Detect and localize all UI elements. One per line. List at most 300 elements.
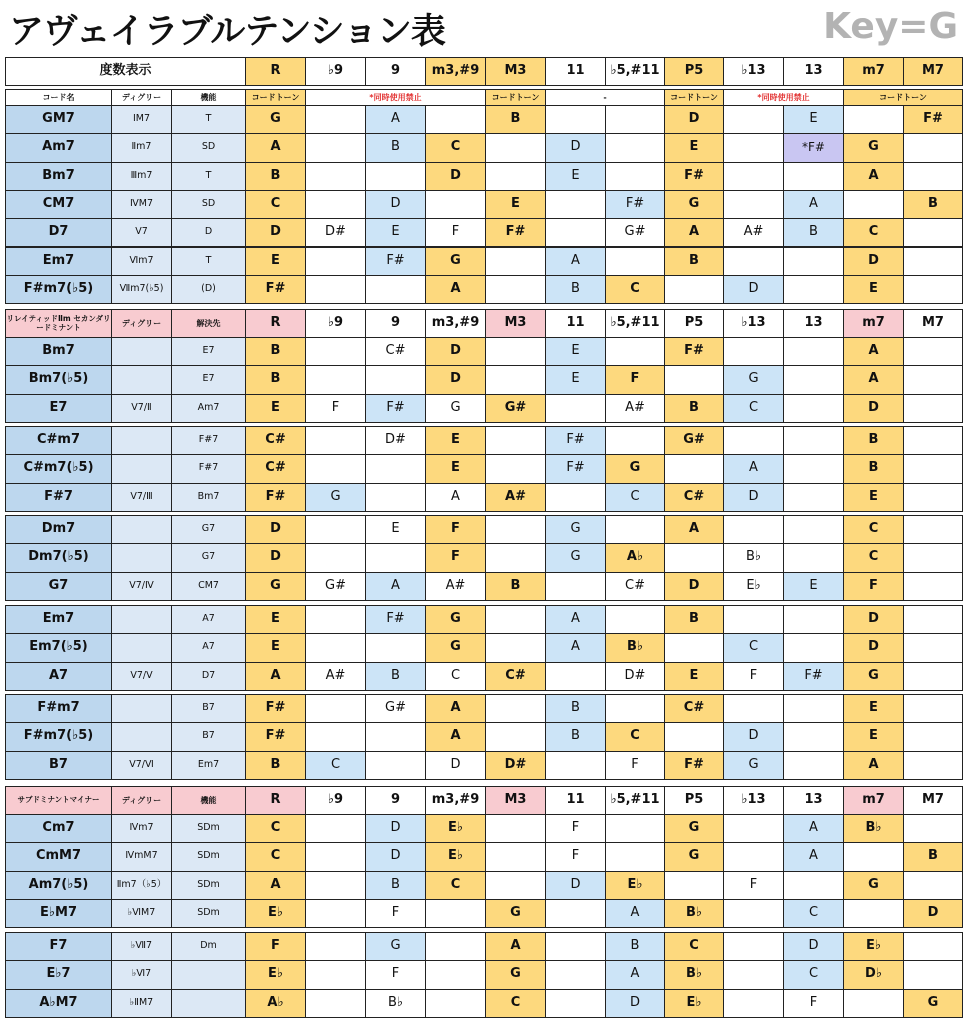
note-cell: G bbox=[245, 572, 306, 601]
note-cell bbox=[605, 162, 665, 191]
note-cell bbox=[723, 899, 784, 928]
degree-header-2: 9 bbox=[365, 57, 426, 86]
note-cell bbox=[723, 105, 784, 134]
note-cell bbox=[365, 483, 426, 512]
degree-cell: Ⅶm7(♭5) bbox=[111, 275, 172, 304]
note-cell: G bbox=[664, 842, 724, 871]
note-cell: E♭ bbox=[723, 572, 784, 601]
note-cell bbox=[305, 515, 366, 544]
note-cell: F# bbox=[245, 483, 306, 512]
note-cell: D bbox=[365, 814, 426, 843]
note-cell: G bbox=[843, 133, 904, 162]
note-cell: A bbox=[245, 871, 306, 900]
note-cell: B♭ bbox=[605, 633, 665, 662]
note-cell: C bbox=[425, 133, 486, 162]
note-cell: A bbox=[365, 572, 426, 601]
note-cell bbox=[365, 633, 426, 662]
note-cell: G bbox=[545, 543, 606, 572]
note-cell bbox=[723, 190, 784, 219]
section-header-label-1: ディグリー bbox=[111, 786, 172, 815]
note-cell: C# bbox=[485, 662, 546, 691]
note-cell bbox=[605, 247, 665, 276]
note-cell: A# bbox=[723, 218, 784, 247]
note-cell: E bbox=[545, 365, 606, 394]
note-cell: F# bbox=[245, 694, 306, 723]
note-cell bbox=[903, 814, 963, 843]
note-cell bbox=[605, 426, 665, 455]
section-header-col-7: P5 bbox=[664, 786, 724, 815]
note-cell: D bbox=[245, 543, 306, 572]
function-cell: Bm7 bbox=[171, 483, 246, 512]
note-cell: E bbox=[365, 218, 426, 247]
note-cell bbox=[485, 247, 546, 276]
note-cell bbox=[664, 454, 724, 483]
note-cell: E bbox=[843, 483, 904, 512]
note-cell: D# bbox=[605, 662, 665, 691]
note-cell: B bbox=[245, 365, 306, 394]
note-cell: A bbox=[605, 960, 665, 989]
note-cell: *F# bbox=[783, 133, 844, 162]
note-cell: F bbox=[365, 899, 426, 928]
chord-name: F#m7(♭5) bbox=[5, 275, 112, 304]
note-cell: D bbox=[903, 899, 963, 928]
note-cell bbox=[903, 133, 963, 162]
note-cell bbox=[783, 483, 844, 512]
note-cell bbox=[723, 960, 784, 989]
note-cell: D bbox=[245, 515, 306, 544]
note-cell bbox=[545, 394, 606, 423]
note-cell bbox=[783, 247, 844, 276]
note-cell: F bbox=[425, 543, 486, 572]
note-cell: G bbox=[664, 814, 724, 843]
note-cell: E bbox=[843, 694, 904, 723]
note-cell: F bbox=[843, 572, 904, 601]
note-cell bbox=[545, 989, 606, 1018]
note-cell bbox=[305, 105, 366, 134]
note-cell: F bbox=[305, 394, 366, 423]
chord-name: Em7 bbox=[5, 605, 112, 634]
note-cell: C bbox=[605, 483, 665, 512]
note-cell: G bbox=[843, 871, 904, 900]
note-cell: D bbox=[425, 365, 486, 394]
note-cell: D# bbox=[305, 218, 366, 247]
note-cell: E bbox=[365, 515, 426, 544]
degree-header-8: ♭13 bbox=[723, 57, 784, 86]
note-cell bbox=[605, 605, 665, 634]
function-cell: SDm bbox=[171, 899, 246, 928]
note-cell: B♭ bbox=[723, 543, 784, 572]
function-cell: A7 bbox=[171, 605, 246, 634]
note-cell: G# bbox=[605, 218, 665, 247]
note-cell bbox=[545, 932, 606, 961]
degree-cell bbox=[111, 722, 172, 751]
note-cell bbox=[903, 275, 963, 304]
note-cell: E bbox=[245, 247, 306, 276]
legend-chord-tone: コードトーン bbox=[843, 89, 963, 107]
note-cell: B bbox=[365, 662, 426, 691]
note-cell: A bbox=[365, 105, 426, 134]
note-cell: G bbox=[305, 483, 366, 512]
note-cell: B bbox=[664, 605, 724, 634]
degree-cell: Ⅴ7/Ⅱ bbox=[111, 394, 172, 423]
note-cell: G bbox=[425, 394, 486, 423]
note-cell: B♭ bbox=[843, 814, 904, 843]
note-cell bbox=[305, 365, 366, 394]
note-cell: G bbox=[425, 247, 486, 276]
note-cell: G bbox=[425, 605, 486, 634]
note-cell bbox=[305, 989, 366, 1018]
note-cell: B bbox=[545, 694, 606, 723]
function-cell: G7 bbox=[171, 543, 246, 572]
function-cell: SDm bbox=[171, 871, 246, 900]
note-cell bbox=[545, 218, 606, 247]
section-header-col-4: M3 bbox=[485, 309, 546, 338]
note-cell: G bbox=[723, 365, 784, 394]
note-cell bbox=[843, 899, 904, 928]
note-cell: F# bbox=[365, 605, 426, 634]
note-cell bbox=[605, 515, 665, 544]
note-cell bbox=[843, 989, 904, 1018]
degree-header-5: 11 bbox=[545, 57, 606, 86]
note-cell: E bbox=[843, 275, 904, 304]
note-cell bbox=[305, 814, 366, 843]
function-cell: SDm bbox=[171, 842, 246, 871]
note-cell bbox=[485, 722, 546, 751]
note-cell bbox=[365, 162, 426, 191]
note-cell bbox=[305, 190, 366, 219]
function-cell: T bbox=[171, 247, 246, 276]
degree-cell bbox=[111, 515, 172, 544]
degree-cell: Ⅴ7/Ⅲ bbox=[111, 483, 172, 512]
note-cell: C bbox=[783, 960, 844, 989]
note-cell: E bbox=[783, 572, 844, 601]
note-cell bbox=[783, 515, 844, 544]
note-cell: D bbox=[425, 337, 486, 366]
chord-name: B7 bbox=[5, 751, 112, 780]
note-cell: G bbox=[843, 662, 904, 691]
note-cell bbox=[783, 694, 844, 723]
note-cell: F# bbox=[245, 275, 306, 304]
note-cell bbox=[485, 365, 546, 394]
note-cell bbox=[365, 722, 426, 751]
function-cell: B7 bbox=[171, 694, 246, 723]
note-cell bbox=[545, 572, 606, 601]
note-cell: A♭ bbox=[605, 543, 665, 572]
note-cell bbox=[425, 190, 486, 219]
function-cell: E7 bbox=[171, 365, 246, 394]
chord-name: Em7 bbox=[5, 247, 112, 276]
note-cell: A bbox=[245, 662, 306, 691]
note-cell bbox=[485, 633, 546, 662]
section-header-col-5: 11 bbox=[545, 786, 606, 815]
note-cell bbox=[485, 605, 546, 634]
note-cell: D bbox=[545, 871, 606, 900]
note-cell: D# bbox=[485, 751, 546, 780]
note-cell bbox=[305, 722, 366, 751]
function-cell: D bbox=[171, 218, 246, 247]
note-cell bbox=[903, 932, 963, 961]
note-cell: A bbox=[843, 365, 904, 394]
legend-label-0: コード名 bbox=[5, 89, 112, 107]
note-cell bbox=[903, 247, 963, 276]
note-cell: B bbox=[843, 454, 904, 483]
note-cell bbox=[305, 247, 366, 276]
note-cell: C bbox=[305, 751, 366, 780]
note-cell: A# bbox=[425, 572, 486, 601]
degree-cell: Ⅱm7（♭5） bbox=[111, 871, 172, 900]
note-cell: G bbox=[545, 515, 606, 544]
legend-label-1: ディグリー bbox=[111, 89, 172, 107]
section-header-col-1: ♭9 bbox=[305, 786, 366, 815]
note-cell: F# bbox=[365, 394, 426, 423]
degree-header-label: 度数表示 bbox=[5, 57, 246, 86]
note-cell bbox=[485, 871, 546, 900]
note-cell bbox=[485, 842, 546, 871]
section-header-col-3: m3,#9 bbox=[425, 309, 486, 338]
legend-chord-tone: コードトーン bbox=[485, 89, 546, 107]
note-cell: A bbox=[843, 337, 904, 366]
note-cell: A bbox=[425, 694, 486, 723]
note-cell: A bbox=[425, 275, 486, 304]
note-cell bbox=[605, 105, 665, 134]
note-cell bbox=[723, 133, 784, 162]
note-cell: G bbox=[485, 899, 546, 928]
note-cell: B bbox=[903, 842, 963, 871]
note-cell: E bbox=[664, 662, 724, 691]
note-cell bbox=[903, 543, 963, 572]
note-cell bbox=[783, 751, 844, 780]
chord-name: F#7 bbox=[5, 483, 112, 512]
note-cell bbox=[903, 483, 963, 512]
note-cell bbox=[723, 989, 784, 1018]
note-cell: A# bbox=[605, 394, 665, 423]
note-cell bbox=[305, 605, 366, 634]
section-header-col-0: R bbox=[245, 786, 306, 815]
note-cell: A bbox=[843, 751, 904, 780]
note-cell bbox=[664, 543, 724, 572]
note-cell bbox=[305, 899, 366, 928]
note-cell bbox=[305, 426, 366, 455]
note-cell: A bbox=[783, 190, 844, 219]
note-cell: F bbox=[605, 365, 665, 394]
note-cell bbox=[843, 842, 904, 871]
note-cell bbox=[903, 515, 963, 544]
note-cell bbox=[723, 932, 784, 961]
note-cell: A bbox=[783, 842, 844, 871]
note-cell: G bbox=[245, 105, 306, 134]
note-cell: E♭ bbox=[245, 899, 306, 928]
note-cell: G# bbox=[485, 394, 546, 423]
note-cell: F# bbox=[605, 190, 665, 219]
legend-ban-note: *同時使用禁止 bbox=[305, 89, 486, 107]
function-cell: Am7 bbox=[171, 394, 246, 423]
function-cell: SD bbox=[171, 190, 246, 219]
degree-cell: ⅣM7 bbox=[111, 190, 172, 219]
note-cell: E bbox=[783, 105, 844, 134]
note-cell bbox=[783, 543, 844, 572]
note-cell: G bbox=[605, 454, 665, 483]
note-cell: A# bbox=[305, 662, 366, 691]
chord-name: Em7(♭5) bbox=[5, 633, 112, 662]
note-cell: E bbox=[425, 426, 486, 455]
note-cell: A bbox=[545, 605, 606, 634]
note-cell: F# bbox=[903, 105, 963, 134]
note-cell bbox=[783, 454, 844, 483]
note-cell: C bbox=[843, 218, 904, 247]
section-header-col-6: ♭5,#11 bbox=[605, 786, 665, 815]
function-cell: F#7 bbox=[171, 454, 246, 483]
note-cell bbox=[723, 426, 784, 455]
degree-cell: Ⅴ7/Ⅳ bbox=[111, 572, 172, 601]
note-cell: B♭ bbox=[365, 989, 426, 1018]
note-cell: B bbox=[664, 247, 724, 276]
function-cell: F#7 bbox=[171, 426, 246, 455]
legend-chord-tone: コードトーン bbox=[245, 89, 306, 107]
note-cell: B bbox=[245, 751, 306, 780]
note-cell: D bbox=[365, 842, 426, 871]
chord-name: Am7 bbox=[5, 133, 112, 162]
degree-cell: Ⅱm7 bbox=[111, 133, 172, 162]
note-cell bbox=[485, 814, 546, 843]
note-cell bbox=[305, 275, 366, 304]
degree-header-4: M3 bbox=[485, 57, 546, 86]
note-cell: F# bbox=[245, 722, 306, 751]
note-cell: B bbox=[365, 871, 426, 900]
chord-name: F#m7(♭5) bbox=[5, 722, 112, 751]
note-cell: C bbox=[843, 515, 904, 544]
section-header-col-9: 13 bbox=[783, 309, 844, 338]
chord-name: CmM7 bbox=[5, 842, 112, 871]
note-cell bbox=[664, 871, 724, 900]
note-cell bbox=[305, 133, 366, 162]
note-cell: D♭ bbox=[843, 960, 904, 989]
note-cell: C# bbox=[365, 337, 426, 366]
note-cell bbox=[365, 543, 426, 572]
note-cell: E bbox=[245, 605, 306, 634]
note-cell bbox=[485, 133, 546, 162]
legend-dash: - bbox=[545, 89, 665, 107]
note-cell bbox=[783, 275, 844, 304]
note-cell: C# bbox=[605, 572, 665, 601]
note-cell bbox=[903, 218, 963, 247]
note-cell bbox=[485, 162, 546, 191]
note-cell: B♭ bbox=[664, 960, 724, 989]
note-cell bbox=[485, 275, 546, 304]
note-cell: B bbox=[545, 275, 606, 304]
note-cell: F bbox=[545, 814, 606, 843]
note-cell bbox=[723, 162, 784, 191]
section-header-col-5: 11 bbox=[545, 309, 606, 338]
chord-name: D7 bbox=[5, 218, 112, 247]
note-cell: C# bbox=[245, 454, 306, 483]
note-cell: B bbox=[485, 105, 546, 134]
degree-cell bbox=[111, 365, 172, 394]
note-cell: A bbox=[783, 814, 844, 843]
section-header-label-1: ディグリー bbox=[111, 309, 172, 338]
degree-cell: ⅣmM7 bbox=[111, 842, 172, 871]
note-cell: E♭ bbox=[664, 989, 724, 1018]
note-cell: C bbox=[783, 899, 844, 928]
note-cell: C bbox=[425, 662, 486, 691]
note-cell: D bbox=[723, 722, 784, 751]
note-cell bbox=[723, 605, 784, 634]
degree-header-9: 13 bbox=[783, 57, 844, 86]
note-cell: A bbox=[545, 247, 606, 276]
note-cell bbox=[664, 633, 724, 662]
note-cell bbox=[605, 814, 665, 843]
note-cell bbox=[903, 572, 963, 601]
section-header-col-10: m7 bbox=[843, 309, 904, 338]
section-header-col-3: m3,#9 bbox=[425, 786, 486, 815]
function-cell: SDm bbox=[171, 814, 246, 843]
note-cell: C# bbox=[664, 483, 724, 512]
note-cell bbox=[783, 365, 844, 394]
note-cell bbox=[485, 426, 546, 455]
note-cell: D bbox=[425, 162, 486, 191]
note-cell bbox=[783, 722, 844, 751]
function-cell: (D) bbox=[171, 275, 246, 304]
note-cell: A# bbox=[485, 483, 546, 512]
note-cell: E♭ bbox=[245, 960, 306, 989]
note-cell: B bbox=[664, 394, 724, 423]
degree-cell: Ⅳm7 bbox=[111, 814, 172, 843]
note-cell bbox=[723, 814, 784, 843]
note-cell: C bbox=[245, 814, 306, 843]
section-header-col-11: M7 bbox=[903, 786, 963, 815]
note-cell bbox=[605, 337, 665, 366]
chord-name: Cm7 bbox=[5, 814, 112, 843]
degree-header-6: ♭5,#11 bbox=[605, 57, 665, 86]
note-cell bbox=[425, 960, 486, 989]
chord-name: A7 bbox=[5, 662, 112, 691]
legend-label-2: 機能 bbox=[171, 89, 246, 107]
note-cell bbox=[305, 633, 366, 662]
degree-cell: ♭Ⅶ7 bbox=[111, 932, 172, 961]
note-cell: D bbox=[723, 483, 784, 512]
note-cell: D bbox=[843, 394, 904, 423]
note-cell bbox=[485, 454, 546, 483]
chord-name: Bm7 bbox=[5, 162, 112, 191]
note-cell: F# bbox=[664, 751, 724, 780]
chord-name: Dm7 bbox=[5, 515, 112, 544]
function-cell: G7 bbox=[171, 515, 246, 544]
function-cell: Dm bbox=[171, 932, 246, 961]
note-cell: C bbox=[605, 722, 665, 751]
note-cell bbox=[783, 633, 844, 662]
note-cell: E bbox=[843, 722, 904, 751]
section-header-label-2: 解決先 bbox=[171, 309, 246, 338]
note-cell bbox=[545, 899, 606, 928]
note-cell: C bbox=[245, 190, 306, 219]
note-cell bbox=[305, 960, 366, 989]
note-cell: G bbox=[425, 633, 486, 662]
note-cell: E♭ bbox=[425, 842, 486, 871]
note-cell bbox=[903, 337, 963, 366]
section-header-col-2: 9 bbox=[365, 786, 426, 815]
note-cell bbox=[485, 694, 546, 723]
note-cell: F bbox=[245, 932, 306, 961]
note-cell: B bbox=[365, 133, 426, 162]
note-cell: B bbox=[245, 162, 306, 191]
chord-name: Bm7 bbox=[5, 337, 112, 366]
note-cell bbox=[903, 871, 963, 900]
note-cell: E♭ bbox=[843, 932, 904, 961]
degree-cell: ♭ⅡM7 bbox=[111, 989, 172, 1018]
note-cell bbox=[365, 365, 426, 394]
note-cell: C# bbox=[245, 426, 306, 455]
degree-cell bbox=[111, 426, 172, 455]
section-header-col-10: m7 bbox=[843, 786, 904, 815]
